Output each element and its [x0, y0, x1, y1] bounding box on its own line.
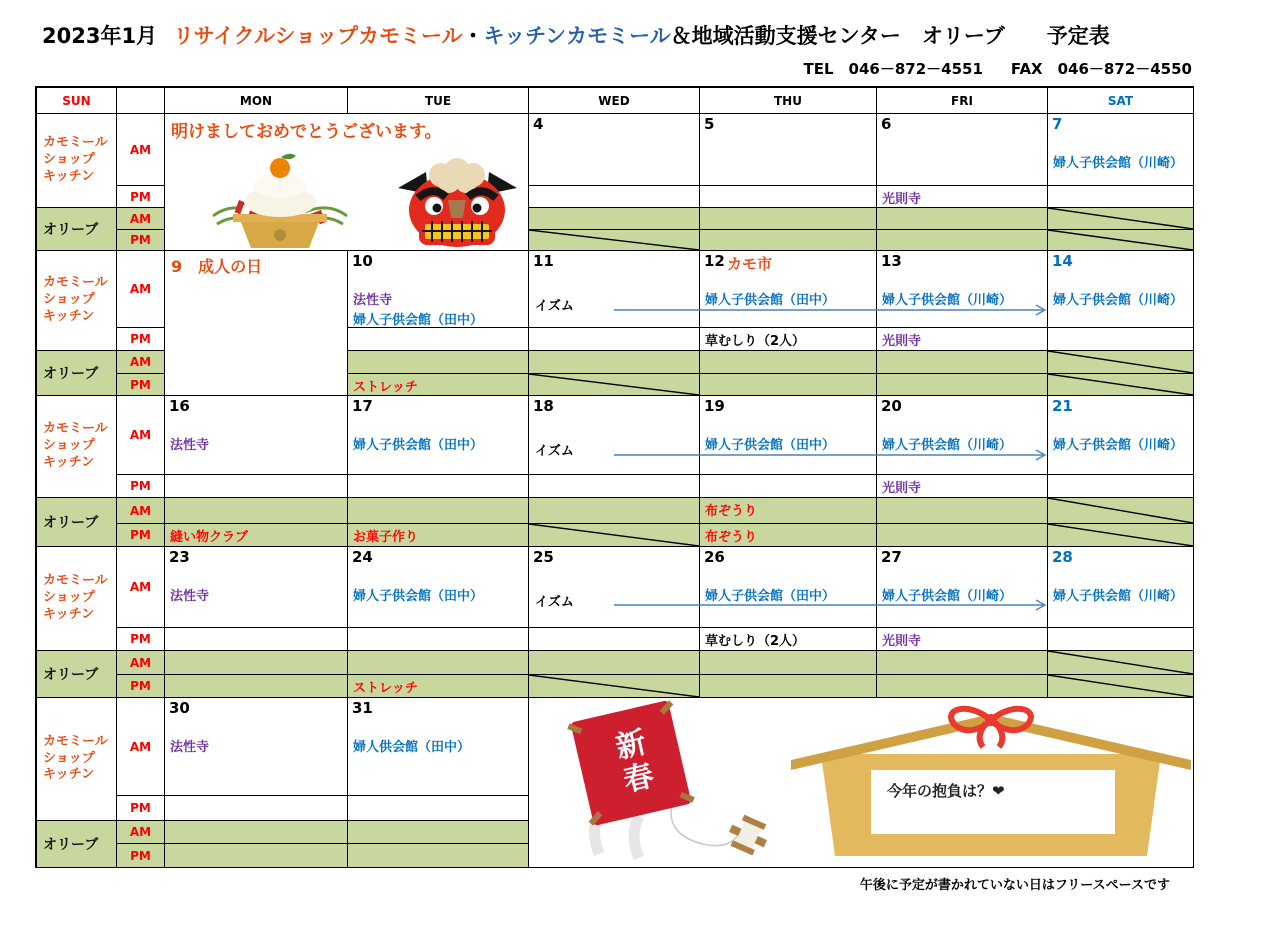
- event-text: 法性寺: [353, 293, 393, 308]
- cell-jan5-olive-pm: [700, 230, 877, 251]
- day-number: 24: [352, 548, 373, 566]
- pm-label-week2: PM: [117, 328, 165, 351]
- cell-jan20-pm: [877, 475, 1048, 498]
- cell-jan27-olive-pm: [877, 675, 1048, 698]
- event-text: 草むしり（2人）: [705, 334, 806, 349]
- title-rest: ＆地域活動支援センター オリーブ 予定表: [670, 24, 1110, 48]
- cell-jan4-pm: [529, 186, 700, 208]
- strikethrough-line: [529, 374, 699, 395]
- event-text: 布ぞうり: [705, 504, 758, 519]
- cell-jan10-olive-pm: [348, 374, 529, 396]
- shop-label-line2: ショップ: [43, 590, 95, 606]
- cell-jan24-olive-pm: [348, 675, 529, 698]
- cell-jan18-olive-pm: [529, 524, 700, 547]
- event-text: 縫い物クラブ: [170, 530, 249, 545]
- header-sun: SUN: [37, 88, 117, 114]
- cell-jan28-olive-pm: [1048, 675, 1194, 698]
- cell-jan31-am: [348, 698, 529, 796]
- cell-jan31-olive-am: [348, 821, 529, 844]
- am-label-week3: AM: [117, 396, 165, 475]
- kite-illustration: [543, 704, 783, 864]
- event-text: 草むしり（2人）: [705, 634, 806, 649]
- title-kitchen-name: キッチンカモミール: [483, 24, 671, 48]
- cell-jan6-pm: [877, 186, 1048, 208]
- event-text: 光則寺: [882, 481, 922, 496]
- row-label-olive-week5: オリーブ: [37, 821, 117, 868]
- day-number: 10: [352, 252, 373, 270]
- cell-jan16-pm: [165, 475, 348, 498]
- ema-text: 今年の抱負は？❤: [887, 782, 1005, 800]
- olive-am-label-week4: AM: [117, 651, 165, 675]
- event-text: 光則寺: [882, 334, 922, 349]
- row-label-chamomile-week2: [37, 251, 117, 351]
- event-text: 婦人子供会館（川崎）: [882, 589, 1013, 604]
- cell-jan26-olive-pm: [700, 675, 877, 698]
- cell-jan16-olive-pm: [165, 524, 348, 547]
- cell-jan23-am: [165, 547, 348, 628]
- cell-jan17-am: [348, 396, 529, 475]
- pm-label-week3: PM: [117, 475, 165, 498]
- am-label-week1: AM: [117, 114, 165, 186]
- cell-jan18-pm: [529, 475, 700, 498]
- new-year-illustration-cell: [529, 698, 1194, 868]
- day-number: 23: [169, 548, 190, 566]
- fax-number: FAX 046－872－4550: [1010, 60, 1192, 78]
- cell-jan12-pm: [700, 328, 877, 351]
- cell-jan12-olive-am: [700, 351, 877, 374]
- event-text: 光則寺: [882, 634, 922, 649]
- day-number: 7: [1052, 115, 1063, 133]
- header-thu: THU: [700, 88, 877, 114]
- strikethrough-line: [1048, 374, 1193, 395]
- event-text: 布ぞうり: [705, 530, 758, 545]
- cell-jan5-pm: [700, 186, 877, 208]
- cell-jan10-olive-am: [348, 351, 529, 374]
- cell-jan11-olive-pm: [529, 374, 700, 396]
- cell-jan17-olive-am: [348, 498, 529, 524]
- day-number: 18: [533, 397, 554, 415]
- cell-jan31-olive-pm: [348, 844, 529, 868]
- cell-jan21-olive-pm: [1048, 524, 1194, 547]
- ema-plaque-illustration: [791, 704, 1191, 864]
- cell-jan14-am: [1048, 251, 1194, 328]
- shop-label-line1: カモミール: [43, 135, 108, 151]
- kite-text: 新春: [606, 725, 657, 800]
- shishimai-lion-illustration: [390, 158, 525, 250]
- cell-jan14-olive-pm: [1048, 374, 1194, 396]
- cell-jan5-olive-am: [700, 208, 877, 230]
- cell-jan30-am: [165, 698, 348, 796]
- strikethrough-line: [1048, 351, 1193, 373]
- cell-jan21-olive-am: [1048, 498, 1194, 524]
- cell-jan17-pm: [348, 475, 529, 498]
- cell-jan27-olive-am: [877, 651, 1048, 675]
- kamo-market-label: カモ市: [727, 255, 773, 273]
- shop-label-line3: キッチン: [43, 454, 95, 470]
- day-number: 13: [881, 252, 902, 270]
- shop-label-line1: カモミール: [43, 421, 108, 437]
- cell-jan18-olive-am: [529, 498, 700, 524]
- cell-jan16-olive-am: [165, 498, 348, 524]
- cell-jan5-am: [700, 114, 877, 186]
- cell-jan30-pm: [165, 796, 348, 821]
- cell-jan27-am: [877, 547, 1048, 628]
- title-month: 2023年1月: [42, 24, 158, 48]
- shop-label-line3: キッチン: [43, 606, 95, 622]
- olive-pm-label-week3: PM: [117, 524, 165, 547]
- title-shop-name: リサイクルショップカモミール: [173, 24, 463, 48]
- header-fri: FRI: [877, 88, 1048, 114]
- event-text: イズム: [535, 299, 574, 314]
- cell-jan25-am: [529, 547, 700, 628]
- row-label-chamomile-week1: [37, 114, 117, 208]
- new-year-greeting-cell: [165, 114, 529, 251]
- event-text: お菓子作り: [353, 530, 419, 545]
- event-text: ストレッチ: [353, 380, 418, 395]
- cell-jan7-olive-pm: [1048, 230, 1194, 251]
- cell-jan30-olive-am: [165, 821, 348, 844]
- page-title: [42, 20, 1280, 50]
- strikethrough-line: [529, 524, 699, 546]
- event-text: 婦人子供会館（川崎）: [882, 293, 1013, 308]
- day-number: 19: [704, 397, 725, 415]
- event-text: 婦人子供会館（川崎）: [882, 438, 1013, 453]
- cell-jan19-pm: [700, 475, 877, 498]
- cell-jan20-olive-pm: [877, 524, 1048, 547]
- day-number: 20: [881, 397, 902, 415]
- day-number: 31: [352, 699, 373, 717]
- title-separator-dot: ・: [462, 24, 484, 48]
- strikethrough-line: [529, 230, 699, 250]
- event-text: 婦人子供会館（田中）: [353, 589, 484, 604]
- olive-am-label-week1: AM: [117, 208, 165, 230]
- shop-label-line2: ショップ: [43, 750, 95, 766]
- cell-jan28-olive-am: [1048, 651, 1194, 675]
- olive-pm-label-week4: PM: [117, 675, 165, 698]
- shop-label-line3: キッチン: [43, 767, 95, 783]
- cell-jan21-am: [1048, 396, 1194, 475]
- cell-jan23-olive-am: [165, 651, 348, 675]
- pm-label-week5: PM: [117, 796, 165, 821]
- header-ampm-spacer: [117, 88, 165, 114]
- cell-jan28-pm: [1048, 628, 1194, 651]
- cell-jan14-olive-am: [1048, 351, 1194, 374]
- am-label-week2: AM: [117, 251, 165, 328]
- pm-label-week1: PM: [117, 186, 165, 208]
- strikethrough-line: [1048, 230, 1193, 250]
- cell-jan17-olive-pm: [348, 524, 529, 547]
- cell-jan19-am: [700, 396, 877, 475]
- contact-line: [0, 58, 1192, 79]
- event-text: 婦人子供会館（川崎）: [1053, 156, 1184, 171]
- cell-jan18-am: [529, 396, 700, 475]
- cell-jan9-holiday: [165, 251, 348, 396]
- day-number: 12: [704, 252, 725, 270]
- cell-jan4-olive-am: [529, 208, 700, 230]
- event-text: イズム: [535, 444, 574, 459]
- cell-jan25-olive-am: [529, 651, 700, 675]
- day-number: 11: [533, 252, 554, 270]
- cell-jan16-am: [165, 396, 348, 475]
- cell-jan6-olive-pm: [877, 230, 1048, 251]
- tel-number: TEL 046－872－4551: [803, 60, 983, 78]
- shop-label-line1: カモミール: [43, 733, 108, 749]
- cell-jan7-am: [1048, 114, 1194, 186]
- shop-label-line1: カモミール: [43, 275, 108, 291]
- event-text: 婦人子供会館（田中）: [353, 438, 484, 453]
- week2-izumu-arrow: [614, 304, 1051, 316]
- holiday-label: 9 成人の日: [171, 257, 263, 276]
- header-sat: SAT: [1048, 88, 1194, 114]
- day-number: 28: [1052, 548, 1073, 566]
- pm-label-week4: PM: [117, 628, 165, 651]
- cell-jan20-am: [877, 396, 1048, 475]
- kite-stick: [589, 811, 603, 825]
- cell-jan26-olive-am: [700, 651, 877, 675]
- greeting-text: 明けましておめでとうございます。: [171, 122, 442, 142]
- week3-izumu-arrow: [614, 449, 1051, 461]
- cell-jan19-olive-am: [700, 498, 877, 524]
- cell-jan25-olive-pm: [529, 675, 700, 698]
- event-text: 婦人子供会館（川崎）: [1053, 589, 1184, 604]
- event-text: 法性寺: [170, 438, 210, 453]
- event-text: 婦人子供会館（田中）: [705, 589, 836, 604]
- strikethrough-line: [1048, 498, 1193, 523]
- cell-jan13-am: [877, 251, 1048, 328]
- cell-jan7-pm: [1048, 186, 1194, 208]
- cell-jan6-olive-am: [877, 208, 1048, 230]
- event-text: 法性寺: [170, 589, 210, 604]
- event-text: 婦人子供会館（川崎）: [1053, 293, 1184, 308]
- cell-jan19-olive-pm: [700, 524, 877, 547]
- row-label-olive-week1: オリーブ: [37, 208, 117, 251]
- event-text: イズム: [535, 595, 574, 610]
- week4-izumu-arrow: [614, 599, 1051, 611]
- shop-label-line2: ショップ: [43, 152, 95, 168]
- cell-jan24-olive-am: [348, 651, 529, 675]
- row-label-chamomile-week3: [37, 396, 117, 498]
- day-number: 17: [352, 397, 373, 415]
- olive-am-label-week5: AM: [117, 821, 165, 844]
- header-tue: TUE: [348, 88, 529, 114]
- cell-jan12-am: [700, 251, 877, 328]
- olive-am-label-week3: AM: [117, 498, 165, 524]
- cell-jan11-olive-am: [529, 351, 700, 374]
- event-text: 婦人子供会館（川崎）: [1053, 438, 1184, 453]
- cell-jan14-pm: [1048, 328, 1194, 351]
- row-label-chamomile-week5: [37, 698, 117, 821]
- cell-jan24-pm: [348, 628, 529, 651]
- cell-jan21-pm: [1048, 475, 1194, 498]
- day-number: 6: [881, 115, 892, 133]
- day-number: 5: [704, 115, 715, 133]
- cell-jan13-olive-am: [877, 351, 1048, 374]
- day-number: 26: [704, 548, 725, 566]
- cell-jan20-olive-am: [877, 498, 1048, 524]
- event-text: 婦人子供会館（田中）: [705, 438, 836, 453]
- event-text: 婦人子供会館（田中）: [705, 293, 836, 308]
- shop-label-line1: カモミール: [43, 573, 108, 589]
- strikethrough-line: [1048, 675, 1193, 697]
- am-label-week4: AM: [117, 547, 165, 628]
- strikethrough-line: [1048, 524, 1193, 546]
- row-label-chamomile-week4: [37, 547, 117, 651]
- header-mon: MON: [165, 88, 348, 114]
- cell-jan6-am: [877, 114, 1048, 186]
- kagami-mochi-illustration: [195, 150, 365, 250]
- event-text: ストレッチ: [353, 681, 418, 696]
- cell-jan26-pm: [700, 628, 877, 651]
- olive-pm-label-week5: PM: [117, 844, 165, 868]
- cell-jan23-olive-pm: [165, 675, 348, 698]
- cell-jan13-pm: [877, 328, 1048, 351]
- day-number: 16: [169, 397, 190, 415]
- cell-jan11-pm: [529, 328, 700, 351]
- day-number: 4: [533, 115, 544, 133]
- shop-label-line2: ショップ: [43, 292, 95, 308]
- cell-jan10-pm: [348, 328, 529, 351]
- row-label-olive-week3: オリーブ: [37, 498, 117, 547]
- footer-note: 午後に予定が書かれていない日はフリースペースです: [859, 878, 1170, 893]
- row-label-olive-week4: オリーブ: [37, 651, 117, 698]
- schedule-table: [35, 86, 1194, 868]
- olive-am-label-week2: AM: [117, 351, 165, 374]
- event-text: 婦人子供会館（田中）: [353, 313, 484, 328]
- cell-jan24-am: [348, 547, 529, 628]
- shop-label-line3: キッチン: [43, 168, 95, 184]
- day-number: 30: [169, 699, 190, 717]
- row-label-olive-week2: オリーブ: [37, 351, 117, 396]
- event-text: 法性寺: [170, 740, 210, 755]
- cell-jan7-olive-am: [1048, 208, 1194, 230]
- header-wed: WED: [529, 88, 700, 114]
- day-number: 27: [881, 548, 902, 566]
- day-number: 25: [533, 548, 554, 566]
- cell-jan25-pm: [529, 628, 700, 651]
- am-label-week5: AM: [117, 698, 165, 796]
- strikethrough-line: [529, 675, 699, 697]
- day-number: 21: [1052, 397, 1073, 415]
- cell-jan31-pm: [348, 796, 529, 821]
- cell-jan4-am: [529, 114, 700, 186]
- event-text: 光則寺: [882, 192, 922, 207]
- cell-jan13-olive-pm: [877, 374, 1048, 396]
- olive-pm-label-week2: PM: [117, 374, 165, 396]
- cell-jan11-am: [529, 251, 700, 328]
- cell-jan26-am: [700, 547, 877, 628]
- olive-pm-label-week1: PM: [117, 230, 165, 251]
- cell-jan10-am: [348, 251, 529, 328]
- cell-jan28-am: [1048, 547, 1194, 628]
- event-text: 婦人供会館（田中）: [353, 740, 471, 755]
- cell-jan30-olive-pm: [165, 844, 348, 868]
- cell-jan27-pm: [877, 628, 1048, 651]
- shop-label-line2: ショップ: [43, 438, 95, 454]
- cell-jan4-olive-pm: [529, 230, 700, 251]
- day-number: 14: [1052, 252, 1073, 270]
- strikethrough-line: [1048, 208, 1193, 229]
- cell-jan23-pm: [165, 628, 348, 651]
- cell-jan12-olive-pm: [700, 374, 877, 396]
- strikethrough-line: [1048, 651, 1193, 674]
- shop-label-line3: キッチン: [43, 308, 95, 324]
